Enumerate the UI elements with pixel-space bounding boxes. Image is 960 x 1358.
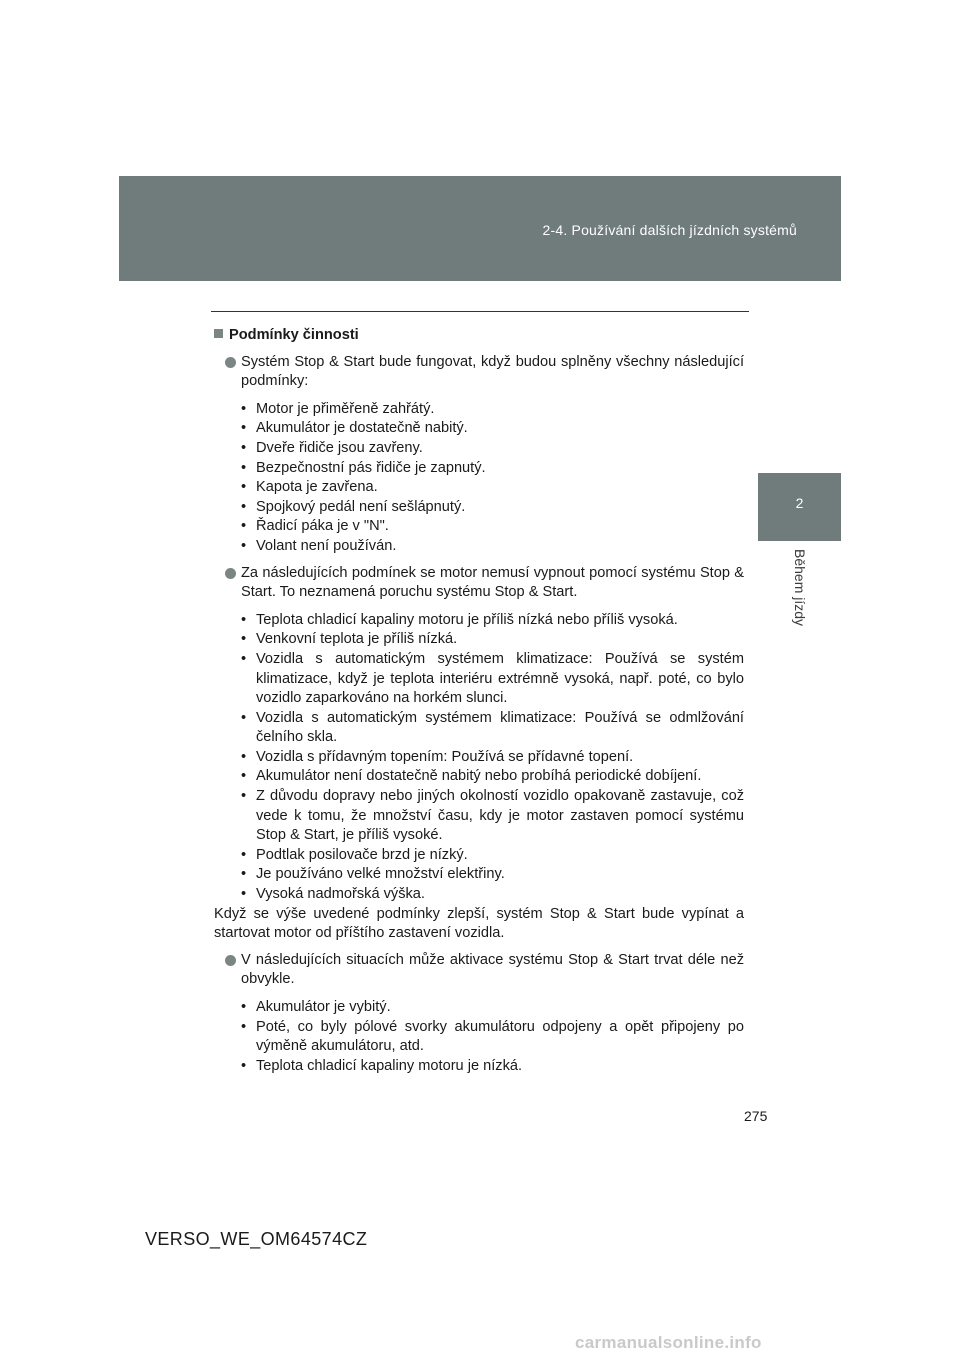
list-item: • Akumulátor je vybitý.	[241, 998, 744, 1018]
list-item: • Teplota chladicí kapaliny motoru je nízká.	[241, 1057, 744, 1077]
circle-bullet-icon	[225, 955, 236, 966]
chapter-tab	[758, 473, 841, 541]
condition-text: V následujících situacích může aktivace systému Stop & Start trvat déle než obvykle.	[241, 951, 744, 988]
condition-note: Když se výše uvedené podmínky zlepší, systém Stop & Start bude vypínat a startovat motor od příštího zastavení vozidla.	[214, 905, 744, 942]
list-item: • Vozidla s automatickým systémem klimatizace: Používá se systém klimatizace, když je teplota interiéru extrémně vysoká, např. poté, co bylo vozidlo zaparkováno na horkém slunci.	[241, 650, 744, 709]
list-item: • Dveře řidiče jsou zavřeny.	[241, 439, 744, 459]
list-item: • Kapota je zavřena.	[241, 478, 744, 498]
list-item: • Poté, co byly pólové svorky akumulátoru odpojeny a opět připojeny po výměně akumulátoru, atd.	[241, 1018, 744, 1057]
list-item: • Motor je přiměřeně zahřátý.	[241, 400, 744, 420]
section-heading-text: Podmínky činnosti	[229, 327, 359, 343]
header-band	[119, 176, 841, 281]
circle-bullet-icon	[225, 357, 236, 368]
list-item: • Spojkový pedál není sešlápnutý.	[241, 498, 744, 518]
list-item: • Volant není používán.	[241, 537, 744, 557]
list-item: • Teplota chladicí kapaliny motoru je příliš nízká nebo příliš vysoká.	[241, 611, 744, 631]
list-item: • Akumulátor je dostatečně nabitý.	[241, 419, 744, 439]
condition-text: Systém Stop & Start bude fungovat, když budou splněny všechny následující podmínky:	[241, 353, 744, 390]
condition-list	[214, 611, 744, 905]
condition-paragraph	[214, 564, 744, 603]
list-item: • Akumulátor není dostatečně nabitý nebo probíhá periodické dobíjení.	[241, 767, 744, 787]
document-code: VERSO_WE_OM64574CZ	[145, 1229, 368, 1249]
page-number: 275	[744, 1108, 768, 1124]
square-bullet-icon	[214, 329, 223, 338]
list-item: • Vysoká nadmořská výška.	[241, 885, 744, 905]
list-item: • Bezpečnostní pás řidiče je zapnutý.	[241, 459, 744, 479]
condition-paragraph	[214, 951, 744, 990]
watermark: carmanualsonline.info	[575, 1333, 762, 1352]
top-rule	[211, 311, 749, 312]
circle-bullet-icon	[225, 568, 236, 579]
list-item: • Vozidla s přídavným topením: Používá se přídavné topení.	[241, 748, 744, 768]
condition-list	[214, 400, 744, 557]
list-item: • Je používáno velké množství elektřiny.	[241, 865, 744, 885]
condition-paragraph	[214, 353, 744, 392]
list-item: • Vozidla s automatickým systémem klimatizace: Používá se odmlžování čelního skla.	[241, 709, 744, 748]
list-item: • Venkovní teplota je příliš nízká.	[241, 630, 744, 650]
list-item: • Z důvodu dopravy nebo jiných okolností vozidlo opakovaně zastavuje, což vede k tomu, že množství času, kdy je motor zastaven pomocí systému Stop & Start, je příliš vysoké.	[241, 787, 744, 846]
list-item: • Řadicí páka je v "N".	[241, 517, 744, 537]
condition-text: Za následujících podmínek se motor nemusí vypnout pomocí systému Stop & Start. To neznamená poruchu systému Stop & Start.	[241, 564, 744, 601]
chapter-label: Během jízdy	[792, 549, 808, 627]
chapter-label-tab	[758, 541, 841, 801]
condition-list	[214, 998, 744, 1076]
chapter-number: 2	[795, 495, 804, 511]
section-heading	[214, 326, 744, 346]
section-title: 2-4. Používání dalších jízdních systémů	[542, 222, 797, 238]
list-item: • Podtlak posilovače brzd je nízký.	[241, 846, 744, 866]
page-content	[214, 326, 744, 1076]
